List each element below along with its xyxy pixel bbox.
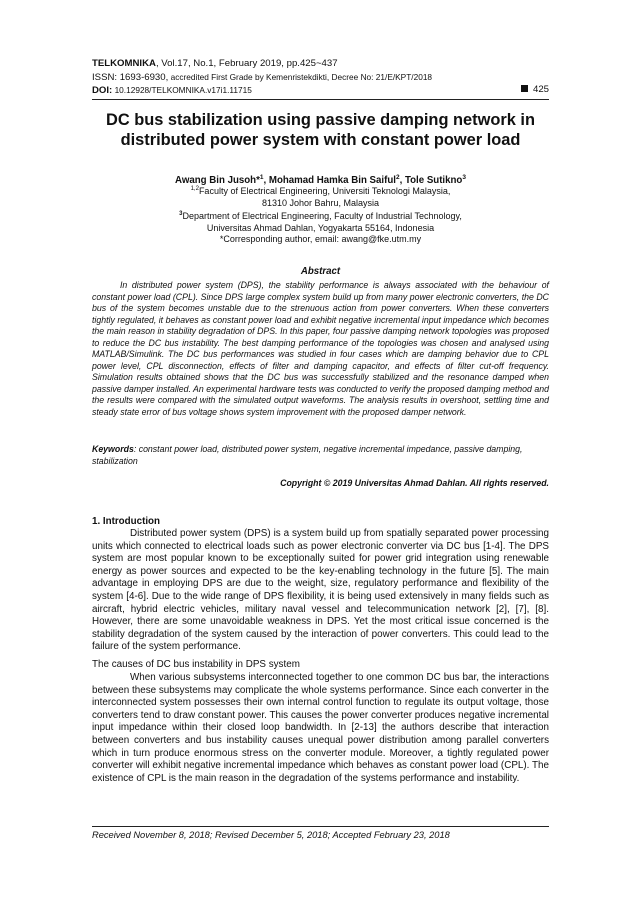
intro-paragraph-2: When various subsystems interconnected together to one common DC bus bar, the interactions between these subsystems may complicate the whole systems performance. Since each converter in the interconnected system possesses their own internal control function to regulate its output voltage, those converters tend to draw constant power. This causes the power converter produces negative incremental input impedance within their closed loop bandwidth. In [2-13] the authors describe that interaction between converters and bus instability causes unequal power distribution among parallel converters which in turn produce enormous stress on the converter module. Moreover, a tightly regulated power converter will exhibit negative incremental impedance which behaves as constant power load (CPL). The existence of CPL is the main reason in the degradation of the systems performance and instability. [92, 672, 549, 784]
author-2: , Mohamad Hamka Bin Saiful [263, 175, 396, 187]
affiliation-1 [92, 184, 549, 198]
affiliation-2-text: Department of Electrical Engineering, Faculty of Industrial Technology, [182, 211, 462, 222]
affiliation-1-address: 81310 Johor Bahru, Malaysia [261, 197, 380, 208]
affiliation-2-sup: 3 [179, 211, 183, 218]
affiliations [92, 184, 549, 246]
paper-title: DC bus stabilization using passive damping network in distributed power system with constant power load [106, 111, 535, 149]
author-3-sup: 3 [462, 174, 466, 181]
abstract-text: In distributed power system (DPS), the stability performance is always associated with the behaviour of constant power load (CPL). Since DPS large complex system build up from many power electronic converters, the DC bus of the system becomes unstable due to the strenuous action from power converters. When these converters tightly regulated, it behaves as constant power load and exhibit negative incremental input impedance which becomes the main reason in stability degradation of DPS. In this paper, four passive damping network topologies was proposed to reduce the DC bus instability. The best damping performance of the topologies was chosen and analysed using MATLAB/Simulink. The DC bus performances was studied in four cases which are damping behavior due to CPL power level, CPL disconnection, effects of filter and damping capacitor, and effects of filter cut-off frequency. Simulation results obtained shows that the DC bus was successfully stabilized and the resonance damped when passive damper installed. An experimental hardware tests was conducted to verify the proposed damping method and the results were compared with the simulated output waveforms. The analysis results in overshoot, settling time and steady state error of bus voltage shows system improvement with the proposed damper network. [92, 280, 549, 417]
received-dates: Received November 8, 2018; Revised December 5, 2018; Accepted February 23, 2018 [92, 830, 450, 840]
page-number [521, 84, 549, 95]
accreditation-text: accredited First Grade by Kemenristekdikti, Decree No: 21/E/KPT/2018 [168, 71, 433, 82]
doi-line [92, 84, 549, 98]
keywords [92, 444, 549, 467]
corresponding-author: *Corresponding author, email: awang@fke.utm.my [219, 234, 422, 245]
keywords-text: : constant power load, distributed power system, negative incremental impedance, passive damping, stabilization [92, 444, 523, 466]
doi-label: DOI: [92, 85, 113, 96]
doi-value: 10.12928/TELKOMNIKA.v17i1.11715 [112, 85, 252, 95]
affiliation-1-sup: 1,2 [190, 186, 199, 192]
issn-label: ISSN: 1693-6930, [92, 71, 169, 83]
keywords-label: Keywords [92, 444, 134, 454]
affiliation-2 [92, 209, 549, 223]
abstract-heading: Abstract [300, 266, 341, 277]
affiliation-2-address: Universitas Ahmad Dahlan, Yogyakarta 55164, Indonesia [206, 222, 435, 233]
header-rule [92, 99, 549, 100]
journal-citation [92, 58, 549, 71]
square-bullet-icon [521, 85, 528, 92]
journal-header [92, 58, 549, 98]
section-heading-introduction: 1. Introduction [92, 516, 161, 527]
author-2-sup: 2 [395, 174, 400, 181]
author-1-sup: 1 [259, 174, 264, 181]
subsection-heading: The causes of DC bus instability in DPS system [92, 659, 300, 670]
issn-line [92, 71, 549, 85]
page-number-value: 425 [532, 84, 549, 95]
journal-name: TELKOMNIKA [92, 58, 156, 69]
author-1: Awang Bin Jusoh* [175, 175, 260, 187]
copyright-notice: Copyright © 2019 Universitas Ahmad Dahlan. All rights reserved. [280, 478, 549, 488]
intro-paragraph-1: Distributed power system (DPS) is a system build up from spatially separated power processing units which connected to electrical loads such as power electronic converter via DC bus [1-4]. The DPS system are most popular known to be exceptionally suited for power grid integration using renewable energy as power sources and expected to be the key-enabling technology in the future [5]. The main advantage in employing DPS are due to the weight, size, regulatory performance and flexibility of the system [4-6]. Due to the wide range of DPS flexibility, it is being used extensively in many fields such as aircraft, hybrid electric vehicles, military naval vessel and telecommunication network [2], [7], [8]. However, there are some unavoidable weakness in DPS. Yet the most critical issue concerned is the stability degradation of the system caused by the interaction of power converters. This could lead to the failure of the system performance. [92, 528, 549, 653]
doi-row [92, 84, 549, 98]
author-3: , Tole Sutikno [399, 175, 463, 187]
affiliation-1-text: Faculty of Electrical Engineering, Universiti Teknologi Malaysia, [198, 186, 451, 196]
footer-rule [92, 826, 549, 827]
volume-info: , Vol.17, No.1, February 2019, pp.425~437 [155, 58, 338, 69]
